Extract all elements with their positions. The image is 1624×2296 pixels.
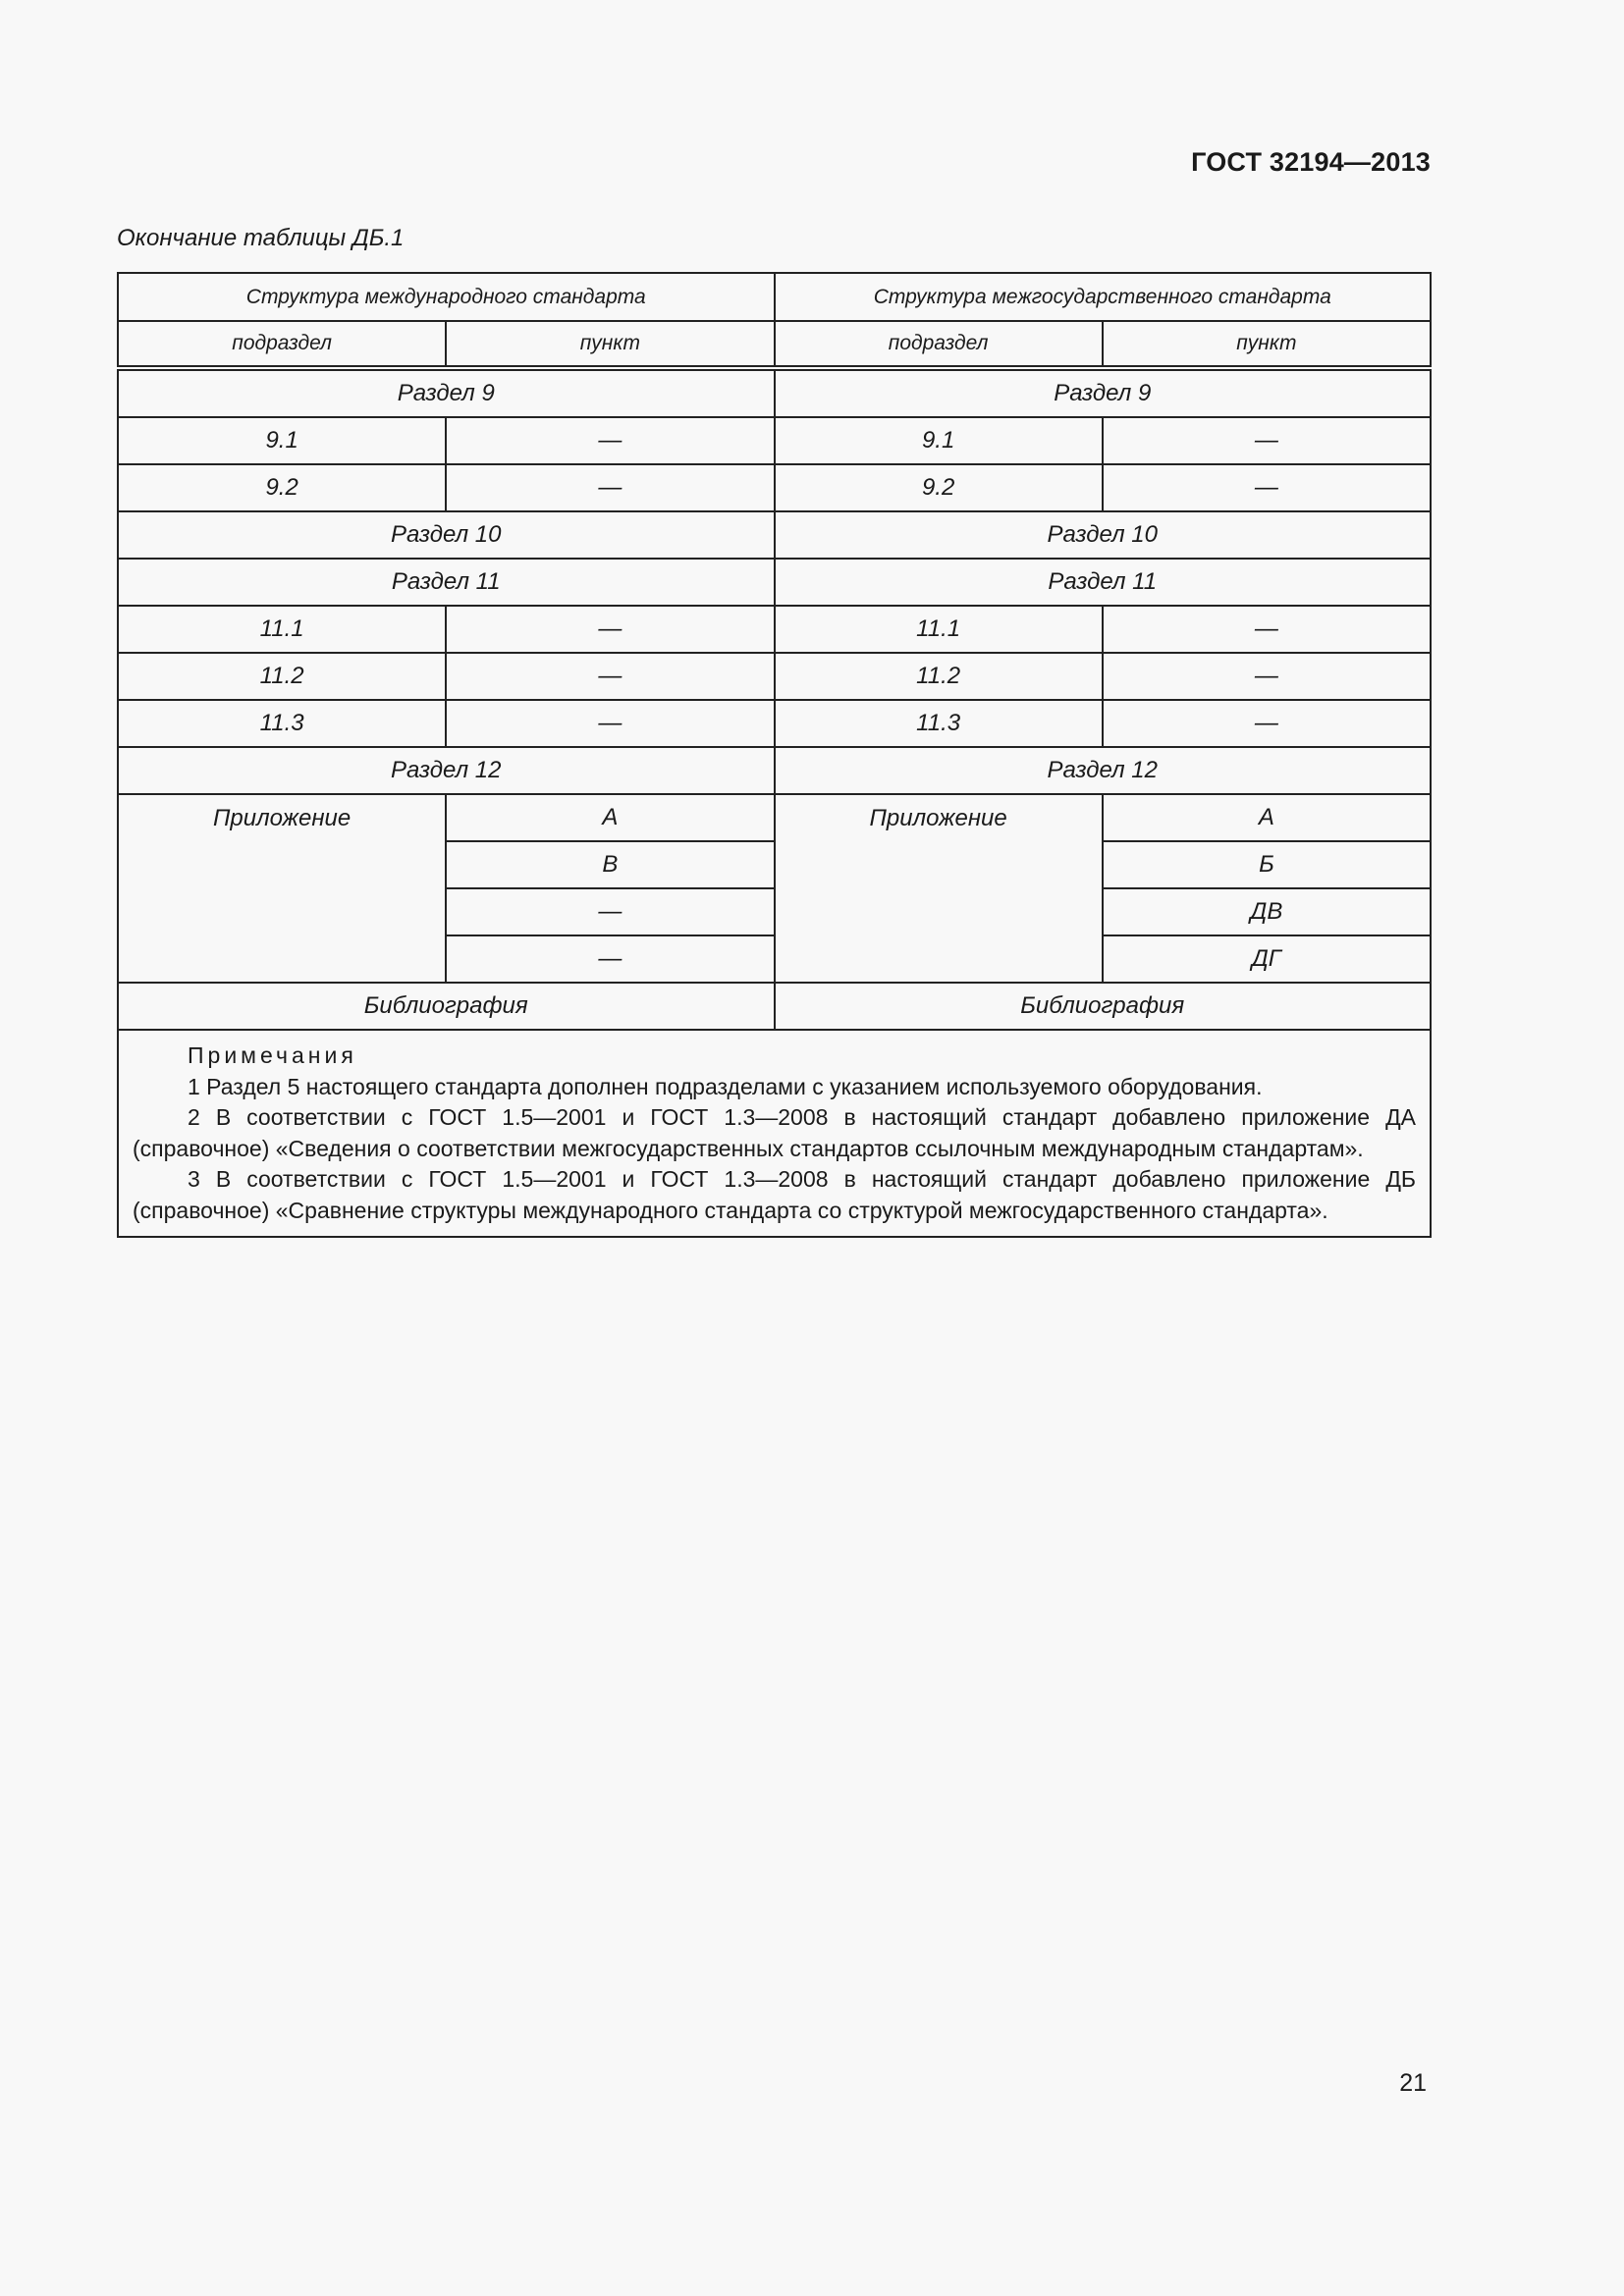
notes-title: Примечания: [188, 1042, 357, 1068]
page-number: 21: [1399, 2069, 1427, 2097]
table-row: [118, 417, 1431, 464]
table-cell: —: [1103, 417, 1431, 464]
table-cell: 11.3: [118, 700, 446, 747]
table-cell: 9.2: [775, 464, 1103, 511]
subheader-cell: пункт: [1103, 321, 1431, 368]
appendix-cell: A: [446, 794, 774, 841]
section-cell: Раздел 12: [775, 747, 1432, 794]
notes-cell: [118, 1030, 1431, 1237]
table-row: [118, 653, 1431, 700]
table-cell: —: [446, 606, 774, 653]
appendix-cell: ДГ: [1103, 935, 1431, 983]
section-cell: Раздел 9: [118, 368, 775, 417]
table-cell: —: [1103, 653, 1431, 700]
table-cell: —: [446, 653, 774, 700]
section-cell: Раздел 12: [118, 747, 775, 794]
bibliography-cell: Библиография: [118, 983, 775, 1030]
appendix-cell: —: [446, 935, 774, 983]
subheader-cell: пункт: [446, 321, 774, 368]
note-item: 2 В соответствии с ГОСТ 1.5—2001 и ГОСТ 1.3—2008 в настоящий стандарт добавлено приложение ДА (справочное) «Сведения о соответствии межгосударственных стандартов ссылочным международным стандартам».: [133, 1104, 1416, 1161]
note-item: 1 Раздел 5 настоящего стандарта дополнен подразделами с указанием используемого оборудования.: [188, 1073, 1263, 1099]
appendix-cell: А: [1103, 794, 1431, 841]
table-cell: 11.2: [118, 653, 446, 700]
document-code: ГОСТ 32194—2013: [1191, 147, 1431, 177]
table-cell: 9.1: [118, 417, 446, 464]
bibliography-cell: Библиография: [775, 983, 1432, 1030]
appendix-cell: ДВ: [1103, 888, 1431, 935]
table-cell: —: [446, 700, 774, 747]
section-row: [118, 511, 1431, 559]
table-row: [118, 464, 1431, 511]
table-cell: 9.2: [118, 464, 446, 511]
table-row: [118, 606, 1431, 653]
appendix-label-right: Приложение: [775, 794, 1103, 983]
table-header-row: [118, 273, 1431, 321]
table-cell: 11.2: [775, 653, 1103, 700]
table-cell: —: [1103, 464, 1431, 511]
section-cell: Раздел 10: [118, 511, 775, 559]
table-cell: 11.1: [775, 606, 1103, 653]
table-caption: Окончание таблицы ДБ.1: [117, 225, 405, 251]
section-cell: Раздел 11: [775, 559, 1432, 606]
notes-row: [118, 1030, 1431, 1237]
table-cell: —: [1103, 700, 1431, 747]
appendix-cell: Б: [1103, 841, 1431, 888]
bibliography-row: [118, 983, 1431, 1030]
section-row: [118, 559, 1431, 606]
appendix-cell: —: [446, 888, 774, 935]
table-cell: —: [446, 464, 774, 511]
table-cell: 11.3: [775, 700, 1103, 747]
section-row: [118, 368, 1431, 417]
table-cell: 11.1: [118, 606, 446, 653]
section-row: [118, 747, 1431, 794]
appendix-label-left: Приложение: [118, 794, 446, 983]
structure-comparison-table: [117, 272, 1432, 1238]
table-cell: 9.1: [775, 417, 1103, 464]
header-international: Структура международного стандарта: [118, 273, 775, 321]
section-cell: Раздел 11: [118, 559, 775, 606]
section-cell: Раздел 9: [775, 368, 1432, 417]
table-subheader-row: [118, 321, 1431, 368]
appendix-cell: B: [446, 841, 774, 888]
table-cell: —: [1103, 606, 1431, 653]
table-row: [118, 700, 1431, 747]
header-interstate: Структура межгосударственного стандарта: [775, 273, 1432, 321]
section-cell: Раздел 10: [775, 511, 1432, 559]
note-item: 3 В соответствии с ГОСТ 1.5—2001 и ГОСТ 1.3—2008 в настоящий стандарт добавлено приложение ДБ (справочное) «Сравнение структуры международного стандарта со структурой межгосударственного стандарта».: [133, 1166, 1416, 1223]
subheader-cell: подраздел: [118, 321, 446, 368]
subheader-cell: подраздел: [775, 321, 1103, 368]
appendix-row: [118, 794, 1431, 841]
table-cell: —: [446, 417, 774, 464]
